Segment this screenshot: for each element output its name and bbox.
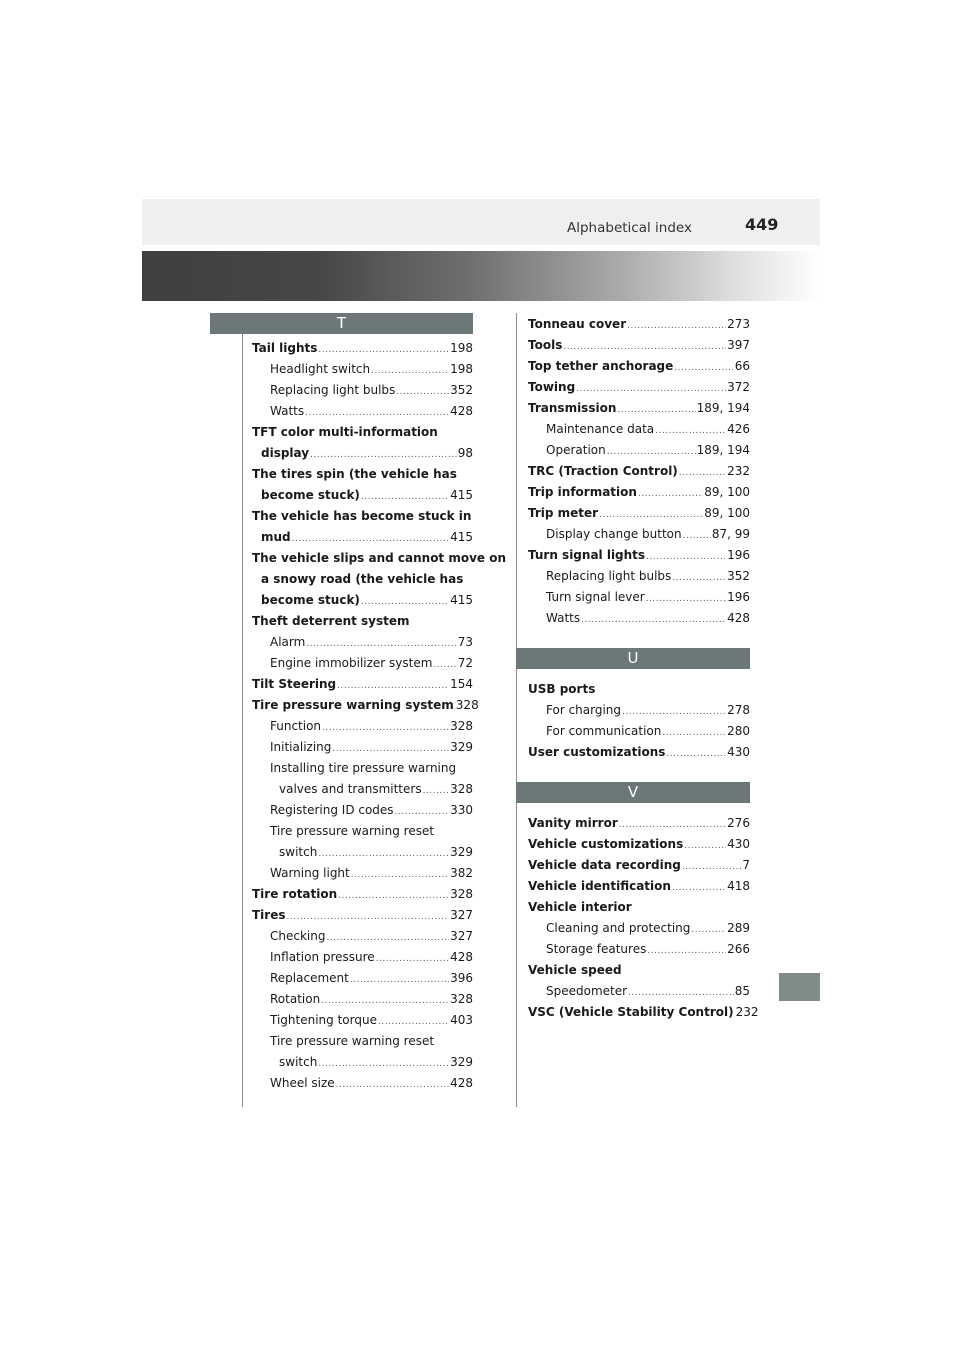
index-entry-label: Vehicle data recording [528,858,681,872]
index-entry-label: Tail lights [252,341,318,355]
index-entry[interactable] [528,855,750,876]
index-entry-page: 66 [734,359,750,373]
index-entry[interactable] [252,905,473,926]
index-entry-page: 327 [450,908,473,922]
index-entry[interactable] [528,482,750,503]
index-entry [252,422,473,443]
index-entry-label: Headlight switch [270,362,371,376]
leader-dots [305,403,449,424]
index-entry[interactable] [270,989,473,1010]
index-entry-label: Tonneau cover [528,317,627,331]
leader-dots [396,382,449,403]
index-entry[interactable] [546,981,750,1002]
index-entry[interactable] [528,742,750,763]
index-entry[interactable] [270,1073,473,1094]
leader-dots [337,676,449,697]
index-entry-label: Vanity mirror [528,816,618,830]
leader-dots [628,983,734,1004]
index-entry[interactable] [528,314,750,335]
index-entry-page: 415 [450,593,473,607]
index-entry-page: 382 [450,866,473,880]
index-entry-label: Registering ID codes [270,803,394,817]
index-entry-label: Top tether anchorage [528,359,674,373]
index-entry[interactable] [270,800,473,821]
leader-dots [310,445,457,466]
index-entry-label: Warning light [270,866,350,880]
leader-dots [318,844,449,865]
index-entry-label: For charging [546,703,622,717]
index-entry [252,611,473,632]
index-entry [270,758,473,779]
leader-dots [607,442,696,463]
index-entry-label: Vehicle speed [528,963,622,977]
index-entry-page: 329 [450,1055,473,1069]
leader-dots [361,487,449,508]
index-entry-page: 273 [727,317,750,331]
leader-dots [619,815,726,836]
index-entry-page: 232 [727,464,750,478]
index-entry[interactable] [252,674,473,695]
leader-dots [674,358,733,379]
index-entry-label: Watts [546,611,581,625]
index-entry[interactable] [270,926,473,947]
leader-dots [332,739,449,760]
index-entry-page: 328 [450,992,473,1006]
index-entry-label: Vehicle interior [528,900,632,914]
index-entry-page: 232 [735,1005,759,1019]
index-entry-page: 7 [742,858,750,872]
index-entry[interactable] [546,419,750,440]
leader-dots [287,907,450,928]
leader-dots [646,589,726,610]
index-entry-label: Tire pressure warning reset [270,824,435,838]
index-entry-label: Alarm [270,635,306,649]
index-entry-page: 189, 194 [696,401,750,415]
index-entry[interactable] [528,834,750,855]
index-entry[interactable] [270,737,473,758]
index-entry-page: 280 [727,724,750,738]
index-entry[interactable] [546,524,750,545]
leader-dots [361,592,449,613]
index-entry-page: 198 [450,341,473,355]
index-entry-label: TFT color multi-information [252,425,438,439]
index-entry-label: Turn signal lights [528,548,646,562]
leader-dots [326,928,449,949]
index-entry-label: Trip meter [528,506,599,520]
index-entry-page: 428 [450,950,473,964]
leader-dots [638,484,703,505]
leader-dots [683,526,711,547]
index-entry-label: Turn signal lever [546,590,645,604]
index-entry-page: 428 [450,404,473,418]
index-entry-page: 372 [727,380,750,394]
leader-dots [371,361,449,382]
index-entry-label: Watts [270,404,305,418]
index-entry-label: Replacing light bulbs [546,569,672,583]
index-entry-page: 87, 99 [711,527,750,541]
index-entry-page: 154 [450,677,473,691]
index-entry-label: Function [270,719,322,733]
index-entry-label: a snowy road (the vehicle has [261,572,464,586]
index-entry-label: USB ports [528,682,596,696]
index-entry[interactable] [270,401,473,422]
index-entry-page: 196 [727,548,750,562]
leader-dots [318,1054,449,1075]
index-entry-label: VSC (Vehicle Stability Control) [528,1005,734,1019]
chapter-thumb-tab[interactable] [779,973,820,1001]
index-entry [261,569,473,590]
letter-heading-u: U [516,648,750,669]
index-entry[interactable] [270,947,473,968]
index-entry-page: 329 [450,845,473,859]
leader-dots [672,568,726,589]
index-entry-page: 430 [727,837,750,851]
leader-dots [378,1012,449,1033]
index-entry[interactable] [528,876,750,897]
page-number: 449 [745,215,779,234]
leader-dots [627,316,726,337]
leader-dots [423,781,450,802]
index-entry-label: Transmission [528,401,617,415]
index-entry[interactable] [546,608,750,629]
leader-dots [679,463,726,484]
index-entry-label: Speedometer [546,984,628,998]
index-entry-page: 428 [727,611,750,625]
index-entry-page: 98 [457,446,473,460]
index-entry[interactable] [270,716,473,737]
index-entry-page: 266 [727,942,750,956]
right-column-rule [516,313,517,1107]
index-entry-label: Tire pressure warning reset [270,1034,435,1048]
index-entry-label: Wheel size [270,1076,335,1090]
leader-dots [622,702,726,723]
index-entry-page: 415 [450,488,473,502]
index-entry-label: Tools [528,338,563,352]
leader-dots [351,865,449,886]
index-entry[interactable] [279,779,473,800]
index-entry [252,548,507,569]
index-entry-label: Trip information [528,485,637,499]
index-entry-label: TRC (Traction Control) [528,464,678,478]
leader-dots [322,718,449,739]
index-entry[interactable] [270,1010,473,1031]
letter-heading-t: T [210,313,473,334]
index-entry-label: The tires spin (the vehicle has [252,467,457,481]
index-entry-page: 403 [450,1013,473,1027]
index-entry-label: switch [279,845,318,859]
index-entry-label: become stuck) [261,488,360,502]
index-entry-page: 426 [727,422,750,436]
index-entry [270,821,473,842]
index-entry[interactable] [528,461,750,482]
index-entry[interactable] [270,653,473,674]
index-entry-label: Tire rotation [252,887,338,901]
index-entry [528,897,750,918]
index-entry-label: Maintenance data [546,422,655,436]
index-entry[interactable] [528,503,750,524]
index-entry [528,960,750,981]
index-entry-page: 198 [450,362,473,376]
index-entry-label: display [261,446,310,460]
index-entry-page: 89, 100 [704,506,750,520]
index-entry-label: Tire pressure warning system [252,698,454,712]
index-entry-label: Rotation [270,992,321,1006]
index-entry [252,506,473,527]
index-entry[interactable] [252,884,473,905]
index-entry[interactable] [528,1002,759,1023]
index-entry[interactable] [546,721,750,742]
leader-dots [646,547,726,568]
index-entry-label: Replacing light bulbs [270,383,396,397]
index-entry-label: Operation [546,443,606,457]
index-entry-label: Theft deterrent system [252,614,410,628]
index-entry-page: 89, 100 [704,485,750,499]
index-entry-label: Tires [252,908,286,922]
index-entry-label: Vehicle identification [528,879,671,893]
index-entry-label: Engine immobilizer system [270,656,433,670]
index-entry-page: 396 [450,971,473,985]
index-entry-label: Tightening torque [270,1013,377,1027]
index-entry-label: The vehicle has become stuck in [252,509,472,523]
section-title: Alphabetical index [567,220,692,236]
index-entry[interactable] [270,968,473,989]
leader-dots [321,991,449,1012]
leader-dots [662,723,726,744]
index-entry-label: Installing tire pressure warning [270,761,457,775]
leader-dots [338,886,449,907]
index-entry-page: 328 [455,698,479,712]
index-entry-page: 352 [727,569,750,583]
index-entry-page: 352 [450,383,473,397]
index-entry-label: Storage features [546,942,647,956]
index-entry [528,679,750,700]
leader-dots [563,337,726,358]
index-entry-label: Cleaning and protecting [546,921,691,935]
index-entry[interactable] [252,338,473,359]
index-entry-page: 85 [734,984,750,998]
index-entry-page: 328 [450,719,473,733]
index-entry-label: switch [279,1055,318,1069]
index-entry-page: 327 [450,929,473,943]
leader-dots [336,1075,449,1096]
index-entry-label: For communication [546,724,662,738]
index-entry[interactable] [528,377,750,398]
index-entry[interactable] [528,545,750,566]
index-entry[interactable] [270,380,473,401]
index-entry[interactable] [546,918,750,939]
index-entry[interactable] [528,398,750,419]
index-entry-label: User customizations [528,745,666,759]
leader-dots [599,505,703,526]
leader-dots [318,340,449,361]
index-entry[interactable] [261,485,473,506]
leader-dots [647,941,726,962]
index-entry[interactable] [279,1052,473,1073]
index-entry-page: 72 [457,656,473,670]
index-entry-page: 189, 194 [696,443,750,457]
index-entry-label: Display change button [546,527,682,541]
index-entry-label: Towing [528,380,576,394]
index-entry-page: 397 [727,338,750,352]
index-entry[interactable] [546,440,750,461]
leader-dots [576,379,726,400]
index-entry-label: Checking [270,929,326,943]
index-entry-page: 328 [450,782,473,796]
index-entry[interactable] [252,695,479,716]
index-entry[interactable] [270,863,473,884]
leader-dots [672,878,726,899]
left-column-rule [242,313,243,1107]
index-entry-page: 428 [450,1076,473,1090]
index-entry[interactable] [528,813,750,834]
index-entry[interactable] [528,335,750,356]
index-entry-page: 276 [727,816,750,830]
leader-dots [433,655,456,676]
letter-heading-v: V [516,782,750,803]
chapter-band [142,251,820,301]
index-entry-label: mud [261,530,291,544]
leader-dots [306,634,456,655]
index-entry-page: 196 [727,590,750,604]
index-entry[interactable] [528,356,750,377]
leader-dots [684,836,726,857]
header-bar [142,199,820,245]
index-entry-page: 329 [450,740,473,754]
leader-dots [292,529,449,550]
leader-dots [376,949,449,970]
index-entry-page: 330 [450,803,473,817]
index-entry-label: Replacement [270,971,349,985]
leader-dots [666,744,726,765]
index-entry[interactable] [546,566,750,587]
index-entry[interactable] [546,700,750,721]
index-entry-label: become stuck) [261,593,360,607]
leader-dots [691,920,726,941]
index-entry-label: Initializing [270,740,332,754]
leader-dots [395,802,450,823]
index-entry[interactable] [261,527,473,548]
index-entry-page: 328 [450,887,473,901]
index-entry[interactable] [270,632,473,653]
leader-dots [617,400,695,421]
index-entry[interactable] [546,939,750,960]
index-entry-label: valves and transmitters [279,782,422,796]
index-entry-page: 278 [727,703,750,717]
index-entry[interactable] [279,842,473,863]
index-entry[interactable] [270,359,473,380]
index-entry [252,464,473,485]
index-entry[interactable] [546,587,750,608]
index-entry-page: 289 [727,921,750,935]
index-entry [270,1031,473,1052]
index-entry[interactable] [261,590,473,611]
index-entry-label: The vehicle slips and cannot move on [252,551,507,565]
leader-dots [655,421,726,442]
leader-dots [581,610,726,631]
leader-dots [682,857,742,878]
index-entry-label: Tilt Steering [252,677,337,691]
index-entry-label: Vehicle customizations [528,837,684,851]
index-entry-page: 73 [457,635,473,649]
index-entry[interactable] [261,443,473,464]
index-entry-page: 430 [727,745,750,759]
leader-dots [350,970,449,991]
index-entry-page: 415 [450,530,473,544]
index-entry-page: 418 [727,879,750,893]
index-entry-label: Inflation pressure [270,950,375,964]
